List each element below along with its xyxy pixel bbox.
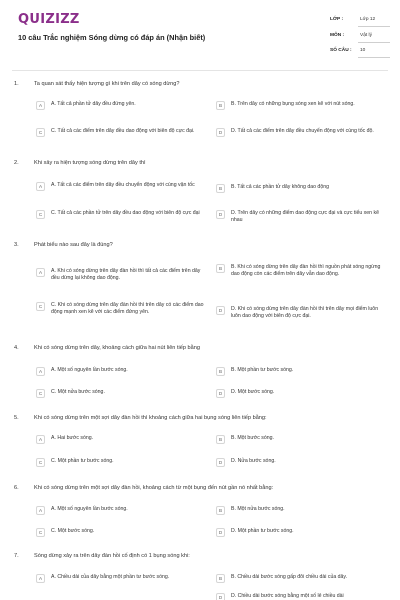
option-letter-box: C bbox=[36, 302, 45, 311]
option-text: A. Một số nguyên lần bước sóng. bbox=[51, 367, 128, 373]
option-text: A. Hai bước sóng. bbox=[51, 435, 94, 441]
option-text: B. Một nửa bước sóng. bbox=[231, 506, 285, 512]
question-text: Ta quan sát thấy hiện tượng gì khi trên dây có sóng dừng? bbox=[34, 81, 180, 87]
option-letter-box: A bbox=[36, 574, 45, 583]
option-letter-box: B bbox=[216, 506, 225, 515]
option-text: D. Tất cả các điểm trên dây đều chuyển động với cùng tốc độ. bbox=[231, 128, 374, 134]
meta-label: SỐ CÂU : bbox=[330, 48, 352, 53]
document-header bbox=[0, 0, 400, 66]
question-text: Khi có sóng dừng trên một sợi dây đàn hồi, khoảng cách từ một bụng đến nút gần nó nhất bằng: bbox=[34, 485, 274, 491]
option-text: C. Một nửa bước sóng. bbox=[51, 389, 105, 395]
option-text: D. Một bước sóng. bbox=[231, 389, 275, 395]
question-number: 4. bbox=[14, 345, 19, 351]
option-letter-box: D bbox=[216, 210, 225, 219]
option-letter-box: A bbox=[36, 101, 45, 110]
option-text: D. Trên dây có những điểm dao động cực đại và cực tiểu xen kẽ nhau bbox=[231, 210, 379, 223]
option-text: B. Tất cả các phần tử dây không dao động bbox=[231, 184, 329, 190]
option-letter-box: D bbox=[216, 458, 225, 467]
meta-row-grade bbox=[330, 14, 390, 28]
option-letter-box: C bbox=[36, 128, 45, 137]
option-letter-box: A bbox=[36, 367, 45, 376]
question-number: 2. bbox=[14, 160, 19, 166]
quizizz-logo: QUIZIZZ bbox=[18, 12, 80, 27]
option-letter-box: D bbox=[216, 306, 225, 315]
meta-underline bbox=[358, 42, 390, 43]
option-letter-box: B bbox=[216, 435, 225, 444]
option-text: C. Tất cả các phần tử trên dây đều dao động với biên độ cực đại bbox=[51, 210, 200, 216]
option-letter-box: D bbox=[216, 528, 225, 537]
option-text: B. Một bước sóng. bbox=[231, 435, 274, 441]
option-text: D. Khi có sóng dừng trên dây đàn hồi thì trên dây mọi điểm luôn luôn dao động với biên độ cực đại. bbox=[231, 306, 379, 319]
option-letter-box: B bbox=[216, 574, 225, 583]
option-text: B. Một phần tư bước sóng. bbox=[231, 367, 294, 373]
meta-value: Lớp 12 bbox=[360, 17, 376, 22]
option-letter-box: B bbox=[216, 184, 225, 193]
meta-underline bbox=[358, 26, 390, 27]
option-letter-box: B bbox=[216, 264, 225, 273]
option-text: B. Khi có sóng dừng trên dây đàn hồi thì nguồn phát sóng ngừng dao động còn các điểm trên dây vẫn dao động. bbox=[231, 264, 381, 277]
option-text: D. Nửa bước sóng. bbox=[231, 458, 276, 464]
meta-label: MÔN : bbox=[330, 33, 345, 38]
option-text: C. Một phần tư bước sóng. bbox=[51, 458, 114, 464]
option-text: A. Tất cả phần tử dây đều đứng yên. bbox=[51, 101, 136, 107]
option-letter-box: C bbox=[36, 458, 45, 467]
option-letter-box: B bbox=[216, 101, 225, 110]
option-text: C. Tất cả các điểm trên dây đều dao động với biên độ cực đại. bbox=[51, 128, 195, 134]
option-letter-box: D bbox=[216, 128, 225, 137]
option-text: A. Khi có sóng dừng trên dây đàn hồi thì tất cả các điểm trên dây đều dừng lại không dao động. bbox=[51, 268, 201, 281]
meta-underline bbox=[358, 57, 390, 58]
meta-value: 10 bbox=[360, 48, 366, 53]
option-letter-box: A bbox=[36, 435, 45, 444]
option-letter-box: C bbox=[36, 210, 45, 219]
meta-row-subject bbox=[330, 30, 390, 44]
option-text: C. Một bước sóng. bbox=[51, 528, 95, 534]
question-number: 7. bbox=[14, 553, 19, 559]
meta-value: Vật lý bbox=[360, 33, 372, 38]
option-letter-box: A bbox=[36, 182, 45, 191]
option-text: A. Tất cả các điểm trên dây đều chuyển động với cùng vận tốc bbox=[51, 182, 195, 188]
option-text: A. Chiều dài của dây bằng một phần tư bước sóng. bbox=[51, 574, 170, 580]
option-letter-box: A bbox=[36, 506, 45, 515]
option-text: B. Chiều dài bước sóng gấp đôi chiều dài của dây. bbox=[231, 574, 348, 580]
header-divider bbox=[12, 70, 388, 71]
meta-label: LỚP : bbox=[330, 17, 344, 22]
question-number: 1. bbox=[14, 81, 19, 87]
question-text: Khi có sóng dừng trên một sợi dây đàn hồi thì khoảng cách giữa hai bụng sóng liên tiếp bằng: bbox=[34, 415, 267, 421]
option-text: D. Chiều dài bước sóng bằng một số lẻ chiều dài bbox=[231, 593, 344, 599]
option-letter-box: C bbox=[36, 389, 45, 398]
option-text: C. Khi có sóng dừng trên dây đàn hồi thì trên dây có các điểm dao động mạnh xen kẽ với các điểm đứng yên. bbox=[51, 302, 204, 315]
option-text: B. Trên dây có những bụng sóng xen kẽ với nút sóng. bbox=[231, 101, 355, 107]
option-letter-box: D bbox=[216, 593, 225, 600]
option-letter-box: C bbox=[36, 528, 45, 537]
question-number: 3. bbox=[14, 242, 19, 248]
meta-row-count bbox=[330, 45, 390, 59]
question-text: Khi xảy ra hiện tượng sóng dừng trên dây thì bbox=[34, 160, 146, 166]
option-text: A. Một số nguyên lần bước sóng. bbox=[51, 506, 128, 512]
option-letter-box: B bbox=[216, 367, 225, 376]
option-text: D. Một phần tư bước sóng. bbox=[231, 528, 294, 534]
option-letter-box: A bbox=[36, 268, 45, 277]
page-title: 10 câu Trắc nghiệm Sóng dừng có đáp án (Nhận biết) bbox=[18, 33, 206, 42]
question-text: Sóng dừng xảy ra trên dây đàn hồi cố định có 1 bụng sóng khi: bbox=[34, 553, 190, 559]
question-text: Khi có sóng dừng trên dây, khoảng cách giữa hai nút liên tiếp bằng bbox=[34, 345, 200, 351]
question-text: Phát biểu nào sau đây là đúng? bbox=[34, 242, 113, 248]
option-letter-box: D bbox=[216, 389, 225, 398]
question-number: 5. bbox=[14, 415, 19, 421]
question-number: 6. bbox=[14, 485, 19, 491]
